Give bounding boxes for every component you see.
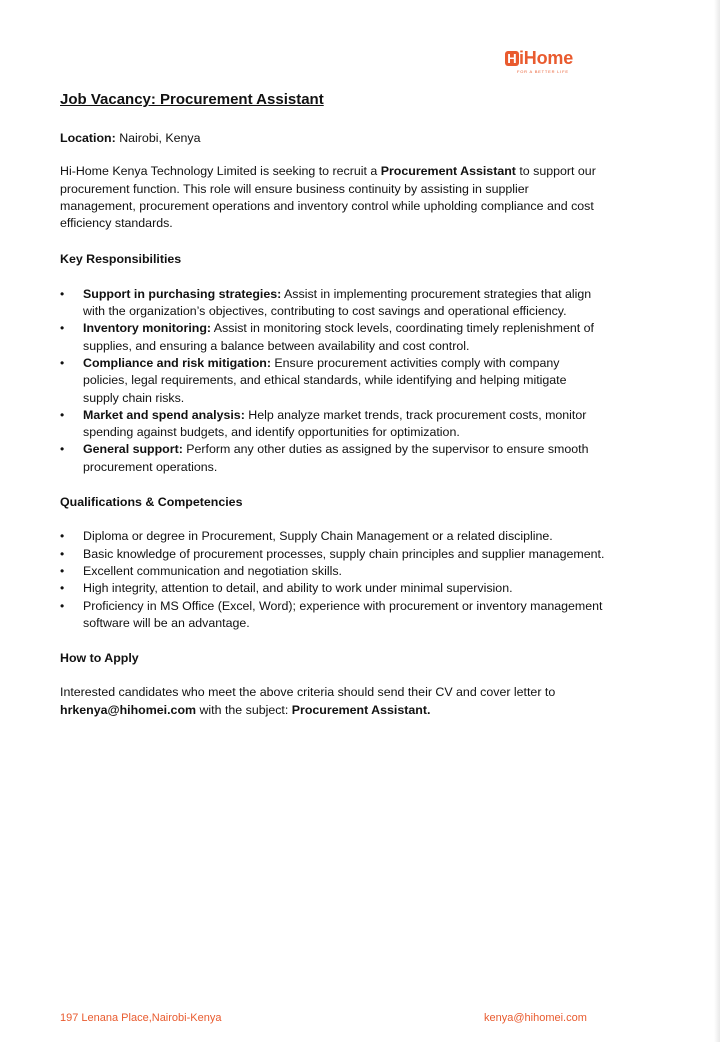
list-item	[60, 441, 605, 476]
item-title: General support:	[83, 442, 183, 457]
responsibilities-list	[60, 286, 605, 476]
responsibilities-heading: Key Responsibilities	[60, 252, 182, 267]
list-item	[60, 563, 605, 580]
apply-text-1: Interested candidates who meet the above criteria should send their CV and cover letter to	[60, 685, 556, 700]
bullet-dot: •	[60, 442, 65, 457]
bullet-dot: •	[60, 355, 65, 370]
item-text: Diploma or degree in Procurement, Supply Chain Management or a related discipline.	[83, 529, 553, 544]
document-body	[60, 90, 605, 719]
list-item	[60, 407, 605, 442]
qualifications-list	[60, 528, 605, 632]
list-item	[60, 355, 605, 407]
hihome-logo	[505, 50, 595, 78]
location-label: Location:	[60, 131, 116, 145]
intro-text-2: to support our procurement function. This role will ensure business continuity by assisting in supplier management, procurement operations and inventory control while upholding compliance and cost efficiency standards.	[60, 164, 596, 231]
apply-paragraph	[60, 684, 605, 719]
apply-heading: How to Apply	[60, 651, 139, 666]
apply-subject: Procurement Assistant.	[291, 702, 431, 717]
bullet-dot: •	[60, 529, 65, 544]
list-item	[60, 286, 605, 321]
list-item	[60, 320, 605, 355]
item-title: Compliance and risk mitigation:	[83, 355, 271, 370]
bullet-dot: •	[60, 407, 65, 422]
list-item	[60, 598, 605, 633]
item-title: Market and spend analysis:	[83, 407, 245, 422]
logo-wordmark: iHome	[519, 48, 574, 68]
bullet-dot: •	[60, 546, 65, 561]
location-line	[60, 130, 605, 147]
list-item	[60, 528, 605, 545]
location-value: Nairobi, Kenya	[119, 131, 201, 145]
item-text: Perform any other duties as assigned by the supervisor to ensure smooth procurement operations.	[83, 442, 589, 474]
footer-email[interactable]: kenya@hihomei.com	[484, 1012, 587, 1024]
item-text: Basic knowledge of procurement processes, supply chain principles and supplier management.	[83, 546, 605, 561]
qualifications-heading: Qualifications & Competencies	[60, 495, 243, 510]
item-title: Support in purchasing strategies:	[83, 286, 282, 301]
item-text: Proficiency in MS Office (Excel, Word); experience with procurement or inventory management software will be an advantage.	[83, 598, 603, 630]
item-title: Inventory monitoring:	[83, 321, 212, 336]
logo-mark: H	[505, 51, 519, 66]
item-text: Excellent communication and negotiation skills.	[83, 563, 342, 578]
footer-address: 197 Lenana Place,Nairobi-Kenya	[60, 1012, 222, 1024]
logo-tagline: FOR A BETTER LIFE	[517, 69, 569, 74]
item-text: Assist in monitoring stock levels, coordinating timely replenishment of supplies, and ensuring a balance between availability and cost control.	[83, 321, 594, 353]
list-item	[60, 580, 605, 597]
page-edge-shadow	[714, 0, 720, 1042]
bullet-dot: •	[60, 563, 65, 578]
intro-text-1: Hi-Home Kenya Technology Limited is seeking to recruit a	[60, 164, 381, 179]
bullet-dot: •	[60, 286, 65, 301]
apply-text-2: with the subject:	[196, 702, 292, 717]
intro-paragraph	[60, 163, 605, 232]
item-text: Ensure procurement activities comply with company policies, legal requirements, and ethical standards, while identifying and helping mitigate supply chain risks.	[83, 355, 567, 405]
item-text: Assist in implementing procurement strategies that align with the organization’s objectives, contributing to cost savings and operational efficiency.	[83, 286, 592, 319]
apply-email[interactable]: hrkenya@hihomei.com	[60, 702, 197, 717]
item-text: Help analyze market trends, track procurement costs, monitor spending against budgets, and identify opportunities for optimization.	[83, 407, 587, 440]
page-title: Job Vacancy: Procurement Assistant	[60, 91, 324, 108]
item-text: High integrity, attention to detail, and ability to work under minimal supervision.	[83, 581, 513, 596]
list-item	[60, 546, 605, 563]
bullet-dot: •	[60, 581, 65, 596]
bullet-dot: •	[60, 598, 65, 613]
bullet-dot: •	[60, 321, 65, 336]
intro-role: Procurement Assistant	[380, 164, 516, 179]
